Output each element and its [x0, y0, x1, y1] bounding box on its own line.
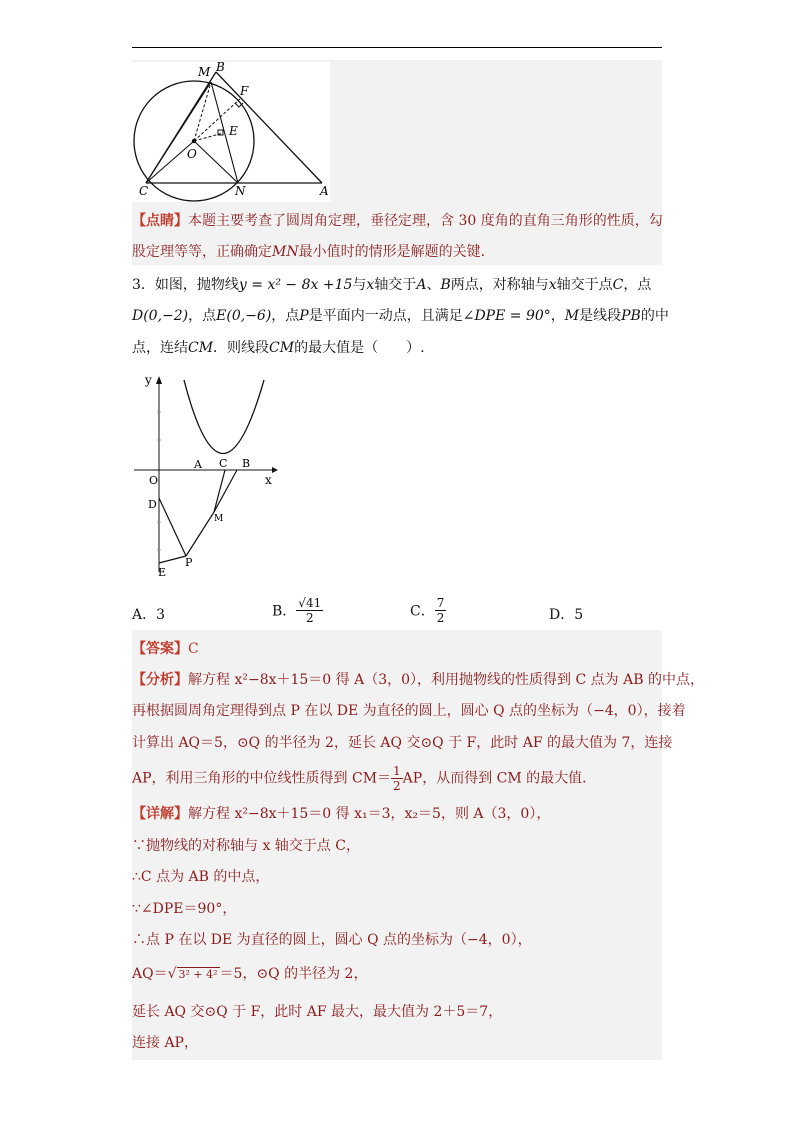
- q-text: 轴交于: [374, 277, 417, 293]
- q-text: 的中: [640, 308, 669, 324]
- analysis-line-4: [132, 764, 596, 793]
- detail-line-4: [132, 900, 236, 918]
- parabola-svg: [132, 372, 282, 582]
- analysis-line-2: [132, 702, 686, 720]
- q-var: E(0,−6): [216, 308, 272, 324]
- q-var: PB: [621, 308, 641, 324]
- detail-tag: 【详解】: [132, 806, 188, 822]
- q-text: ，点: [188, 308, 217, 324]
- detail-line-8: [132, 1034, 198, 1052]
- q-text: 与: [352, 277, 367, 293]
- q-var: C: [612, 277, 624, 293]
- q-var: x: [548, 277, 557, 293]
- q-var: P: [299, 308, 309, 324]
- choice-d: [549, 604, 583, 624]
- detail-text-7: 延长 AQ 交⊙Q 于 F，此时 AF 最大，最大值为 2＋5＝7，: [132, 1004, 503, 1020]
- choice-c-fraction: [435, 596, 447, 625]
- dianjing-line-1: [132, 212, 663, 230]
- label-B: B: [242, 457, 251, 470]
- label-F: F: [240, 84, 249, 98]
- q-equation: y = x² − 8x +15: [238, 277, 353, 293]
- choice-b-fraction: [296, 596, 323, 625]
- circle-geometry-figure: [132, 62, 330, 202]
- detail-text-6b: ＝5，⊙Q 的半径为 2，: [219, 966, 368, 982]
- label-D: D: [148, 498, 157, 511]
- choice-c-denominator: 2: [436, 611, 445, 625]
- detail-line-1: [132, 805, 550, 823]
- choice-c-numerator: 7: [436, 596, 445, 610]
- q-var: x: [366, 277, 375, 293]
- label-O: O: [149, 474, 159, 487]
- choice-d-value: 5: [574, 607, 584, 623]
- q-var: CM: [269, 340, 295, 356]
- answer-line: [132, 640, 199, 658]
- question-line-3: [132, 339, 425, 357]
- label-P: P: [185, 556, 193, 569]
- label-C: C: [139, 184, 149, 198]
- label-E: E: [229, 124, 238, 138]
- label-y: y: [145, 373, 152, 387]
- sqrt-sign: √: [167, 966, 177, 982]
- detail-text-5: ∴点 P 在以 DE 为直径的圆上，圆心 Q 点的坐标为（−4，0），: [132, 932, 532, 948]
- detail-text-1: 解方程 x²−8x＋15＝0 得 x₁＝3，x₂＝5，则 A（3，0），: [188, 806, 551, 822]
- detail-line-5: [132, 931, 532, 949]
- analysis-text-4b: AP，从而得到 CM 的最大值．: [402, 770, 597, 787]
- label-M: M: [198, 65, 211, 79]
- q-text: ，点: [271, 308, 300, 324]
- dianjing-tag: 【点睛】: [132, 213, 188, 229]
- dianjing-text-1: 本题主要考查了圆周角定理，垂径定理，含 30 度角的直角三角形的性质，勾: [188, 213, 663, 229]
- detail-line-7: [132, 1003, 502, 1021]
- detail-text-4: ∵∠DPE＝90°，: [132, 901, 237, 917]
- q-var: ∠DPE = 90°: [462, 308, 551, 324]
- question-number: 3．: [132, 277, 155, 293]
- q-text: 是平面内一动点，且满足: [308, 308, 463, 324]
- q-text: 是线段: [579, 308, 622, 324]
- analysis-tag: 【分析】: [132, 672, 188, 688]
- choice-b-denominator: 2: [305, 611, 314, 625]
- q-var: D(0,−2): [132, 308, 189, 324]
- label-x: x: [265, 473, 272, 487]
- choice-a-value: 3: [156, 607, 166, 623]
- circle-geometry-svg: [132, 62, 330, 202]
- analysis-fraction-denominator: 2: [393, 779, 401, 793]
- analysis-text-1: 解方程 x²−8x＋15＝0 得 A（3，0），利用抛物线的性质得到 C 点为 AB 的中点，: [188, 672, 704, 688]
- detail-text-3: ∴C 点为 AB 的中点，: [132, 869, 270, 885]
- choice-b-label: B．: [272, 603, 297, 620]
- sqrt-radicand: 3² + 4²: [178, 968, 218, 981]
- analysis-text-2: 再根据圆周角定理得到点 P 在以 DE 为直径的圆上，圆心 Q 点的坐标为（−4，0），接着: [132, 703, 686, 719]
- choice-c: [410, 596, 446, 625]
- q-text: 点，连结: [132, 340, 188, 356]
- answer-value: C: [188, 641, 199, 657]
- detail-line-2: [132, 837, 360, 855]
- detail-text-8: 连接 AP，: [132, 1035, 198, 1051]
- q-text: 的最大值是（ ）.: [294, 340, 425, 356]
- parabola-figure: [132, 372, 282, 582]
- label-E: E: [158, 566, 167, 579]
- dianjing-text-2a: 股定理等等，正确确定: [132, 244, 272, 260]
- q-text: ．则线段: [213, 340, 270, 356]
- analysis-fraction: [391, 764, 403, 793]
- dianjing-text-2b: 最小值时的情形是解题的关键．: [298, 244, 495, 260]
- analysis-line-3: [132, 734, 672, 752]
- label-M: M: [214, 514, 224, 524]
- header-rule: [132, 47, 662, 48]
- choice-a-label: A．: [132, 607, 157, 623]
- q-text: 两点，对称轴与: [450, 277, 549, 293]
- analysis-text-4a: AP，利用三角形的中位线性质得到 CM＝: [132, 770, 392, 787]
- choice-c-label: C．: [410, 603, 435, 620]
- q-var: M: [564, 308, 580, 324]
- detail-text-2: ∵抛物线的对称轴与 x 轴交于点 C，: [132, 838, 360, 854]
- label-A: A: [320, 184, 329, 198]
- q-var: B: [440, 277, 451, 293]
- label-A: A: [194, 458, 202, 471]
- detail-text-6a: AQ＝: [132, 966, 168, 982]
- label-C: C: [219, 457, 228, 470]
- label-O: O: [187, 147, 197, 161]
- q-text: 轴交于点: [556, 277, 613, 293]
- dianjing-line-2: [132, 243, 495, 261]
- label-B: B: [216, 62, 225, 74]
- q-text: 如图，抛物线: [154, 277, 239, 293]
- question-line-2: [132, 307, 669, 325]
- analysis-fraction-numerator: 1: [393, 764, 401, 778]
- q-var: A: [416, 277, 427, 293]
- analysis-text-3: 计算出 AQ＝5，⊙Q 的半径为 2，延长 AQ 交⊙Q 于 F，此时 AF 的最大值为 7，连接: [132, 735, 673, 751]
- choice-b-numerator: √41: [298, 596, 322, 610]
- detail-line-3: [132, 868, 269, 886]
- q-text: ，: [550, 308, 565, 324]
- q-text: 、: [426, 277, 441, 293]
- label-N: N: [235, 184, 246, 198]
- choice-d-label: D．: [549, 607, 575, 623]
- dianjing-var-mn: MN: [272, 244, 299, 260]
- analysis-line-1: [132, 671, 704, 689]
- answer-tag: 【答案】: [132, 641, 188, 657]
- q-text: ，点: [623, 277, 652, 293]
- choice-b: [272, 596, 323, 625]
- choice-a: [132, 604, 165, 624]
- detail-line-6: [132, 965, 367, 984]
- q-var: CM: [188, 340, 214, 356]
- question-line-1: [132, 276, 651, 294]
